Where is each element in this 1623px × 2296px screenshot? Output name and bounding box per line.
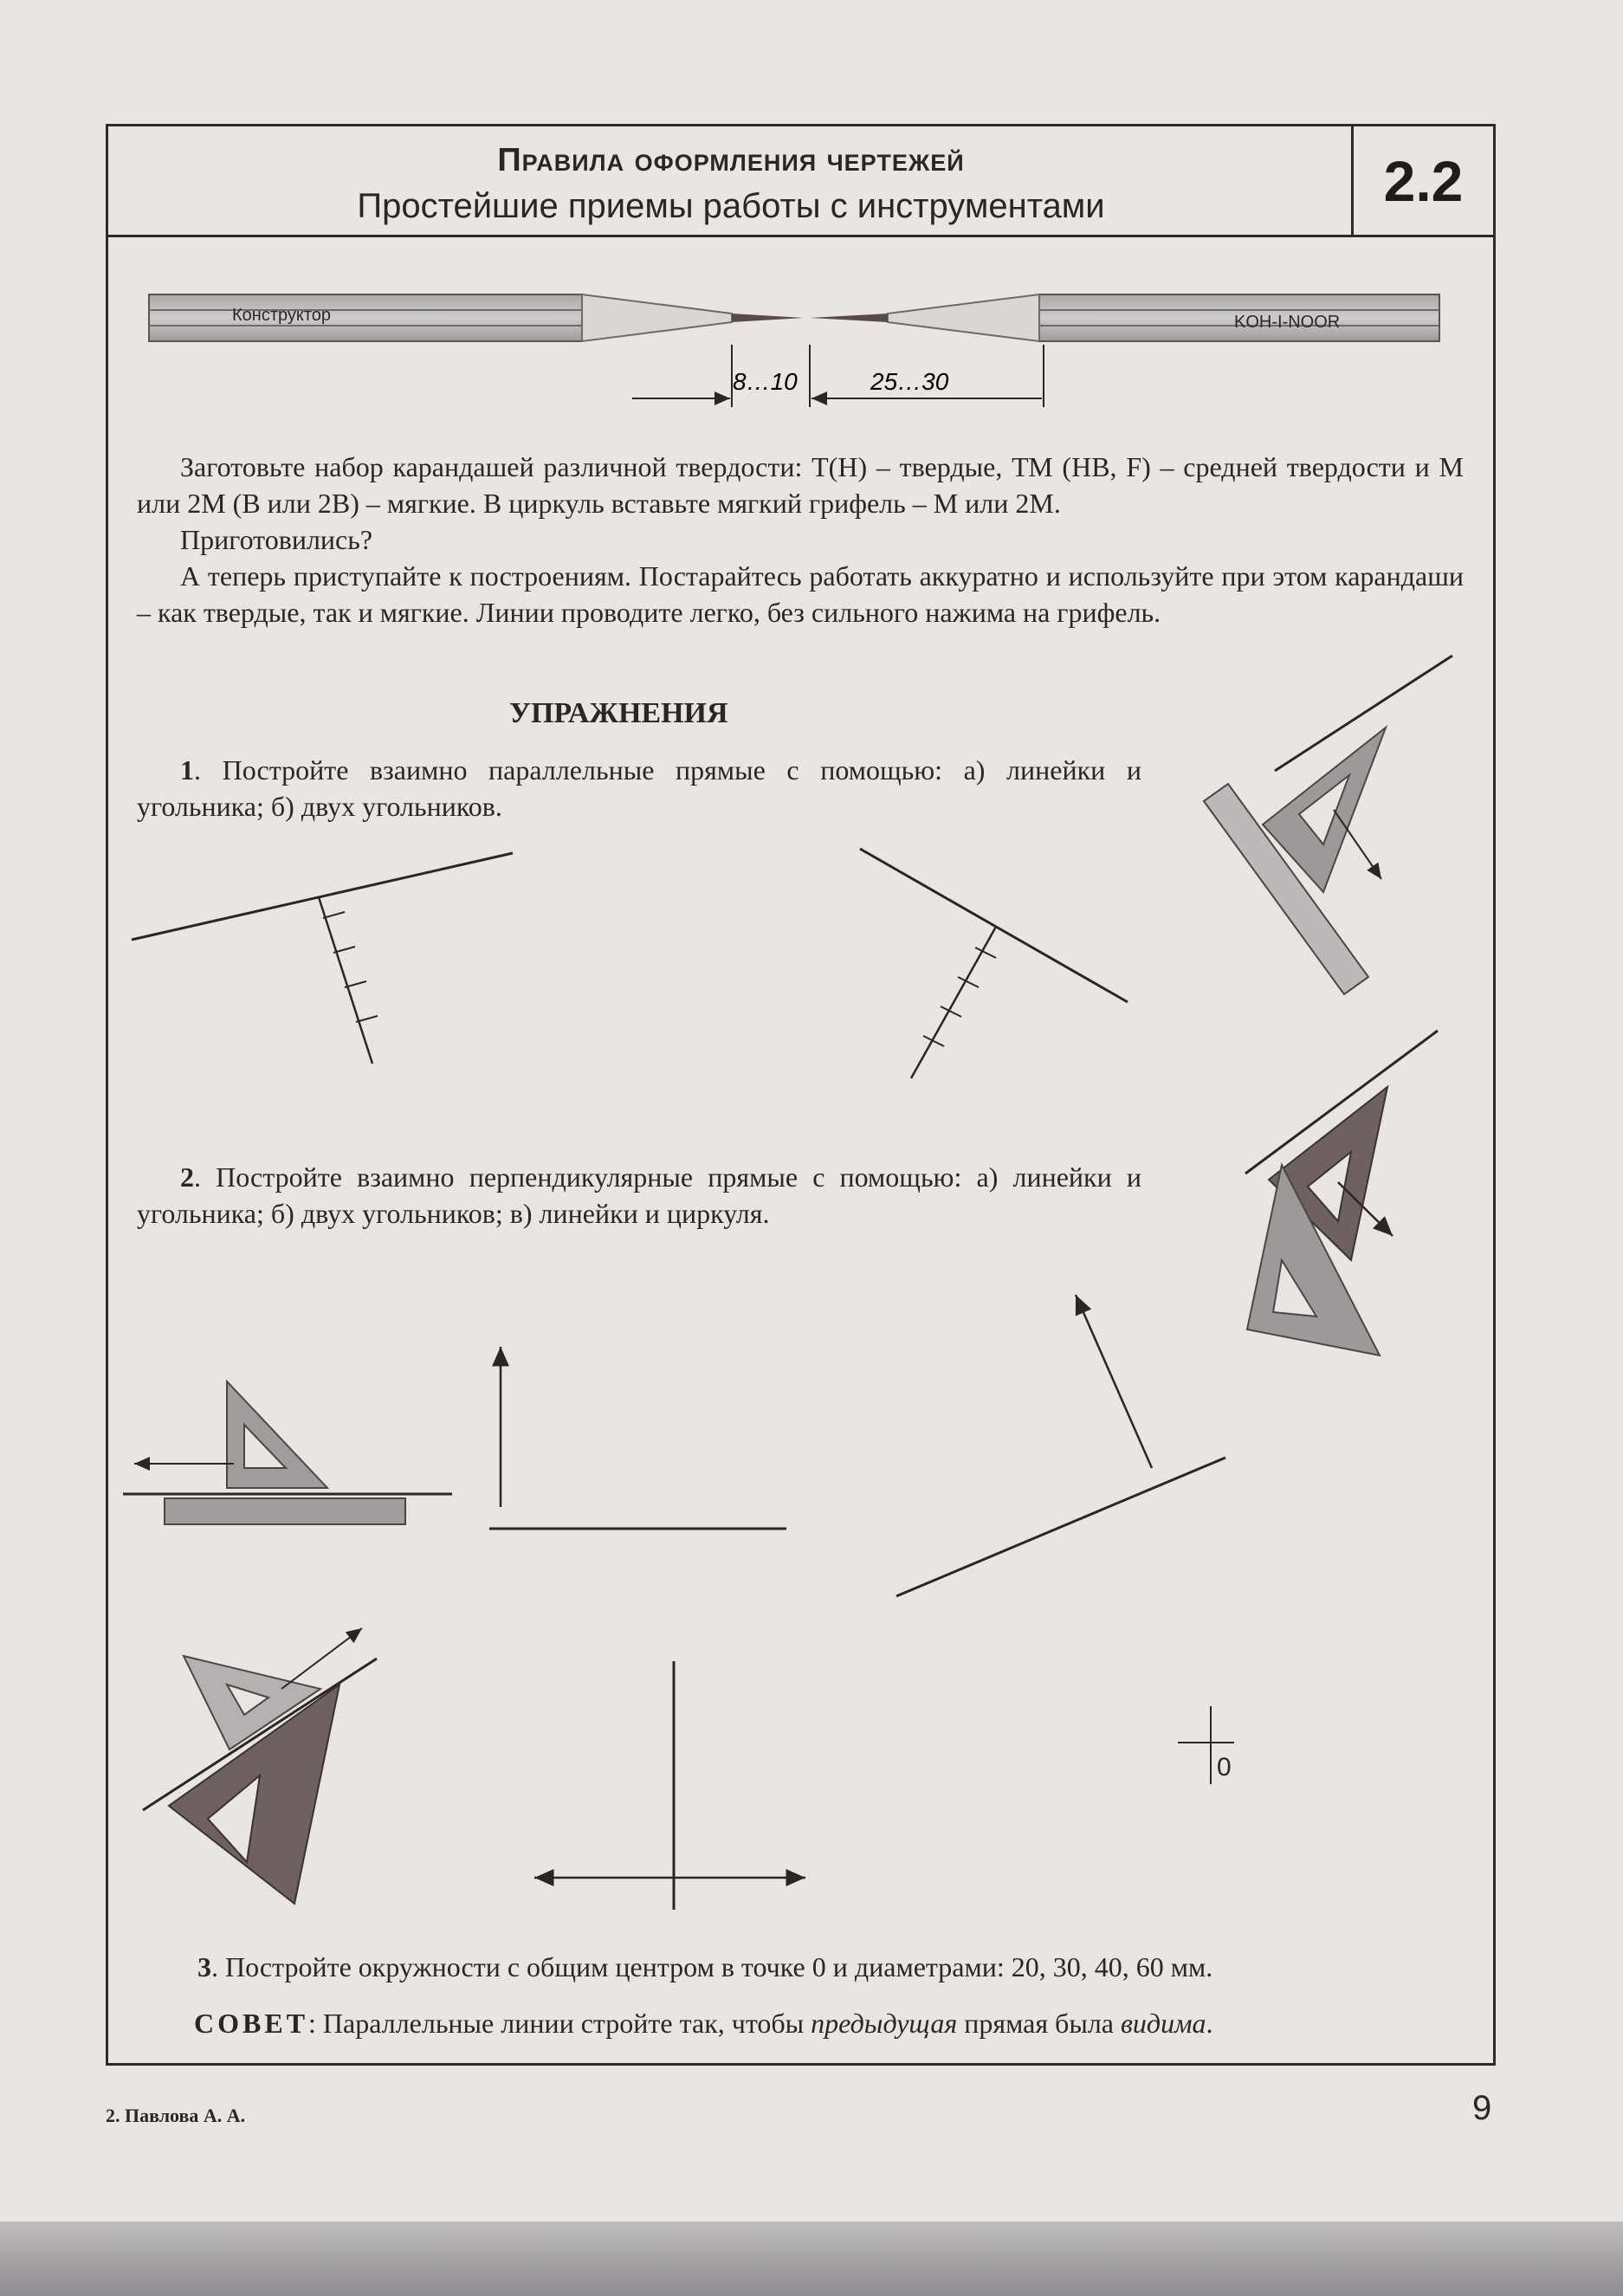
exercise-3-number: 3 — [197, 1951, 211, 1982]
exercise-1-drawing-b — [860, 849, 1128, 1078]
left-pencil-label: Конструктор — [232, 306, 332, 325]
page-subtitle: Простейшие приемы работы с инструментами — [357, 187, 1105, 225]
left-pencil-body — [149, 294, 582, 341]
right-pencil-cone — [888, 294, 1039, 341]
dimension-short: 8…10 — [733, 368, 798, 395]
exercise-1-ruler-and-square-illustration — [1204, 656, 1452, 994]
exercise-2-two-squares-illustration — [1245, 1031, 1438, 1355]
exercise-2-dark-squares-illustration — [143, 1628, 377, 1904]
exercise-2-compass-drawing — [534, 1661, 805, 1910]
tip-emphasis-1: предыдущая — [811, 2008, 958, 2039]
right-pencil-lead — [810, 314, 888, 322]
exercise-2-ruler-square-drawing — [123, 1381, 452, 1524]
center-point-label: 0 — [1217, 1753, 1232, 1782]
tip — [194, 2005, 1458, 2041]
tip-text-1: : Параллельные линии стройте так, чтобы — [308, 2008, 812, 2039]
tip-text-2: прямая была — [957, 2008, 1121, 2039]
exercise-1-number: 1 — [180, 754, 194, 786]
section-number: 2.2 — [1383, 148, 1464, 213]
left-pencil-cone — [582, 294, 732, 341]
intro-paragraph-2: Приготовились? — [180, 524, 373, 555]
exercise-3-center-mark — [1178, 1706, 1234, 1784]
exercise-2-number: 2 — [180, 1161, 194, 1193]
tip-text-3: . — [1206, 2008, 1213, 2039]
page-title: Правила оформления чертежей — [497, 142, 965, 178]
pencil-sharpening-diagram — [149, 294, 1439, 407]
exercises-heading: УПРАЖНЕНИЯ — [509, 697, 728, 729]
intro-paragraph-1: Заготовьте набор карандашей различной твердости: Т(Н) – твердые, ТМ (НВ, F) – средней твердости и М или 2М (В или 2В) – мягкие. В циркуль вставьте мягкий грифель – М или 2М. — [137, 451, 1464, 519]
footer-signature: 2. Павлова А. А. — [106, 2105, 246, 2126]
left-pencil-lead — [732, 314, 804, 322]
exercise-3-body: . Постройте окружности с общим центром в точке 0 и диаметрами: 20, 30, 40, 60 мм. — [211, 1951, 1213, 1982]
exercise-1-body: . Постройте взаимно параллельные прямые с помощью: а) линейки и угольника; б) двух угольников. — [137, 754, 1141, 822]
tip-emphasis-2: видима — [1120, 2008, 1206, 2039]
exercise-3-text — [197, 1949, 1453, 1985]
exercise-2-perpendicular-a — [489, 1347, 786, 1529]
right-pencil-label: KOH-I-NOOR — [1234, 313, 1341, 332]
intro-paragraph-3: А теперь приступайте к построениям. Постарайтесь работать аккуратно и используйте при этом карандаши – как твердые, так и мягкие. Линии проводите легко, без сильного нажима на грифель. — [137, 560, 1464, 628]
exercise-2-text — [137, 1159, 1141, 1232]
tip-label: СОВЕТ — [194, 2008, 309, 2039]
exercise-1-text — [137, 752, 1141, 825]
dimension-long: 25…30 — [870, 368, 949, 395]
exercise-2-perpendicular-b — [896, 1295, 1225, 1596]
page-number: 9 — [1472, 2089, 1492, 2127]
exercise-1-drawing-a — [132, 853, 513, 1064]
exercise-2-body: . Постройте взаимно перпендикулярные прямые с помощью: а) линейки и угольника; б) двух угольников; в) линейки и циркуля. — [137, 1161, 1141, 1229]
